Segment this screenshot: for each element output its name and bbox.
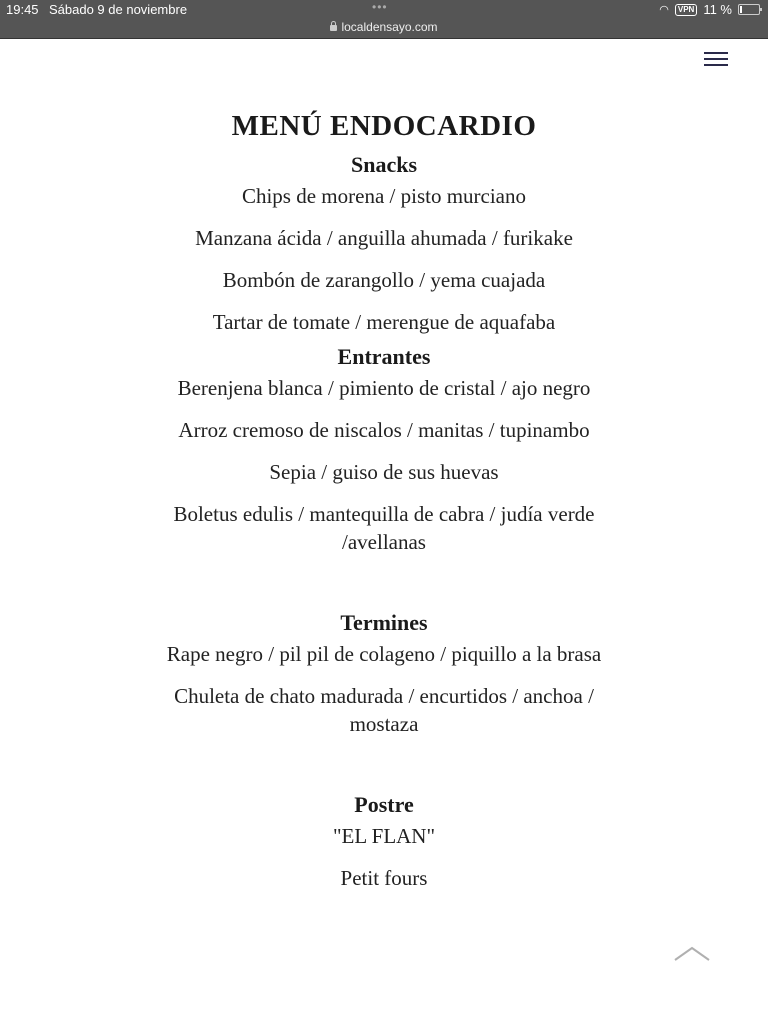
menu-content: [0, 104, 768, 906]
lock-icon: [330, 25, 337, 31]
status-bar: [0, 0, 768, 39]
scroll-to-top-button[interactable]: [674, 944, 710, 964]
menu-item: Arroz cremoso de niscalos / manitas / tupinambo: [178, 418, 590, 442]
menu-item: Sepia / guiso de sus huevas: [269, 460, 499, 484]
menu-item: Chips de morena / pisto murciano: [241, 184, 527, 208]
section-title-postre: Postre: [354, 792, 414, 817]
vpn-badge: VPN: [675, 4, 697, 16]
menu-item: Rape negro / pil pil de colageno / piquillo a la brasa: [166, 642, 602, 666]
menu-item: Petit fours: [340, 866, 428, 890]
menu-item: Manzana ácida / anguilla ahumada / furikake: [195, 226, 573, 250]
section-title-entrantes: Entrantes: [337, 344, 431, 369]
status-indicators: [659, 2, 760, 17]
url-text: localdensayo.com: [341, 20, 438, 34]
page-title: MENÚ ENDOCARDIO: [231, 110, 537, 142]
spacer: [0, 570, 768, 606]
hamburger-icon[interactable]: [704, 52, 728, 66]
status-time: 19:45: [6, 2, 39, 17]
wifi-icon: ◠: [659, 4, 669, 16]
address-bar[interactable]: [0, 20, 768, 34]
status-date: Sábado 9 de noviembre: [49, 2, 188, 17]
menu-item: Berenjena blanca / pimiento de cristal / ajo negro: [177, 376, 591, 400]
chevron-up-icon: [674, 944, 710, 964]
menu-item: Tartar de tomate / merengue de aquafaba: [212, 310, 556, 334]
section-title-termines: Termines: [340, 610, 428, 635]
menu-item: Boletus edulis / mantequilla de cabra / judía verde /avellanas: [173, 502, 595, 554]
more-dots-icon[interactable]: •••: [372, 0, 388, 14]
spacer: [0, 752, 768, 788]
battery-icon: [738, 4, 760, 15]
menu-item: Chuleta de chato madurada / encurtidos / anchoa / mostaza: [174, 684, 594, 736]
battery-percent: 11 %: [703, 2, 732, 17]
section-title-snacks: Snacks: [350, 152, 418, 177]
menu-item: "EL FLAN": [332, 824, 436, 848]
menu-item: Bombón de zarangollo / yema cuajada: [222, 268, 546, 292]
